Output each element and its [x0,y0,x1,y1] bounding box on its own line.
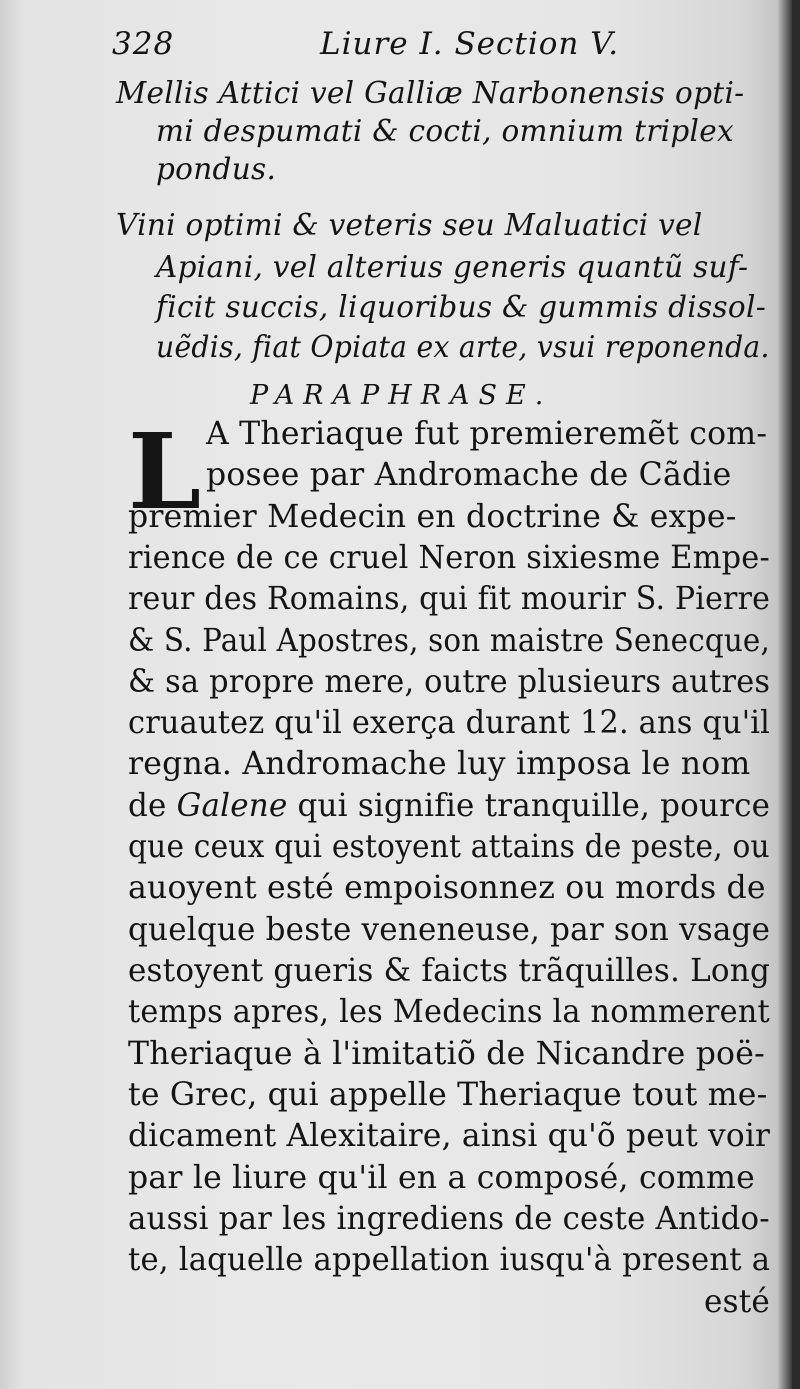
recipe-line: ficit succis, liquoribus & gummis dissol- [156,290,766,324]
recipe-line: Vini optimi & veteris seu Maluatici vel [116,208,703,242]
body-line: Theriaque à l'imitatiõ de Nicandre poë- [128,1036,765,1072]
body-line: que ceux qui estoyent attains de peste, ou [128,829,770,865]
recipe-line: uẽdis, fiat Opiata ex arte, vsui reponenda. [156,330,770,364]
body-line: A Theriaque fut premieremẽt com- [206,416,768,452]
body-line: rience de ce cruel Neron sixiesme Empe- [128,540,770,576]
body-line: regna. Andromache luy imposa le nom [128,746,751,782]
body-line: temps apres, les Medecins la nommerent [128,994,770,1030]
body-line: te, laquelle appellation iusqu'à present a [128,1242,771,1278]
body-line: estoyent gueris & faicts trãquilles. Long [128,953,771,989]
body-line: quelque beste veneneuse, par son vsage [128,912,771,948]
page-edge-shadow [778,0,792,1389]
body-line: auoyent esté empoisonnez ou mords de [128,870,766,906]
body-line: & sa propre mere, outre plusieurs autres [128,664,771,700]
body-line: reur des Romains, qui fit mourir S. Pierre [128,581,771,617]
galene-italic: Galene [176,788,288,824]
body-line: cruautez qu'il exerça durant 12. ans qu'il [128,705,771,741]
body-line-rest: qui signifie tranquille, pource [297,788,771,824]
body-line: & S. Paul Apostres, son maistre Senecque, [128,623,771,659]
body-line: posee par Andromache de Cãdie [206,457,732,493]
recipe-line: Mellis Attici vel Galliæ Narbonensis opti- [116,76,745,110]
recipe-line: mi despumati & cocti, omnium triplex [156,114,734,148]
recipe-line: pondus. [156,152,277,186]
body-line: par le liure qu'il en a composé, comme [128,1160,755,1196]
body-line-prefix: de [128,788,167,824]
body-line [128,786,770,827]
paraphrase-heading: PARAPHRASE. [250,380,553,411]
running-title: Liure I. Section V. [320,26,620,62]
page-header [112,26,632,66]
recipe-line: Apiani, vel alterius generis quantũ suf- [156,250,749,284]
drop-cap: L [128,410,202,533]
page-number: 328 [112,26,175,62]
body-line: te Grec, qui appelle Theriaque tout me- [128,1077,768,1113]
body-line: dicament Alexitaire, ainsi qu'õ peut voir [128,1118,771,1154]
body-line: aussi par les ingrediens de ceste Antido- [128,1201,770,1237]
catchword: esté [704,1284,770,1320]
body-line: premier Medecin en doctrine & expe- [128,499,737,535]
